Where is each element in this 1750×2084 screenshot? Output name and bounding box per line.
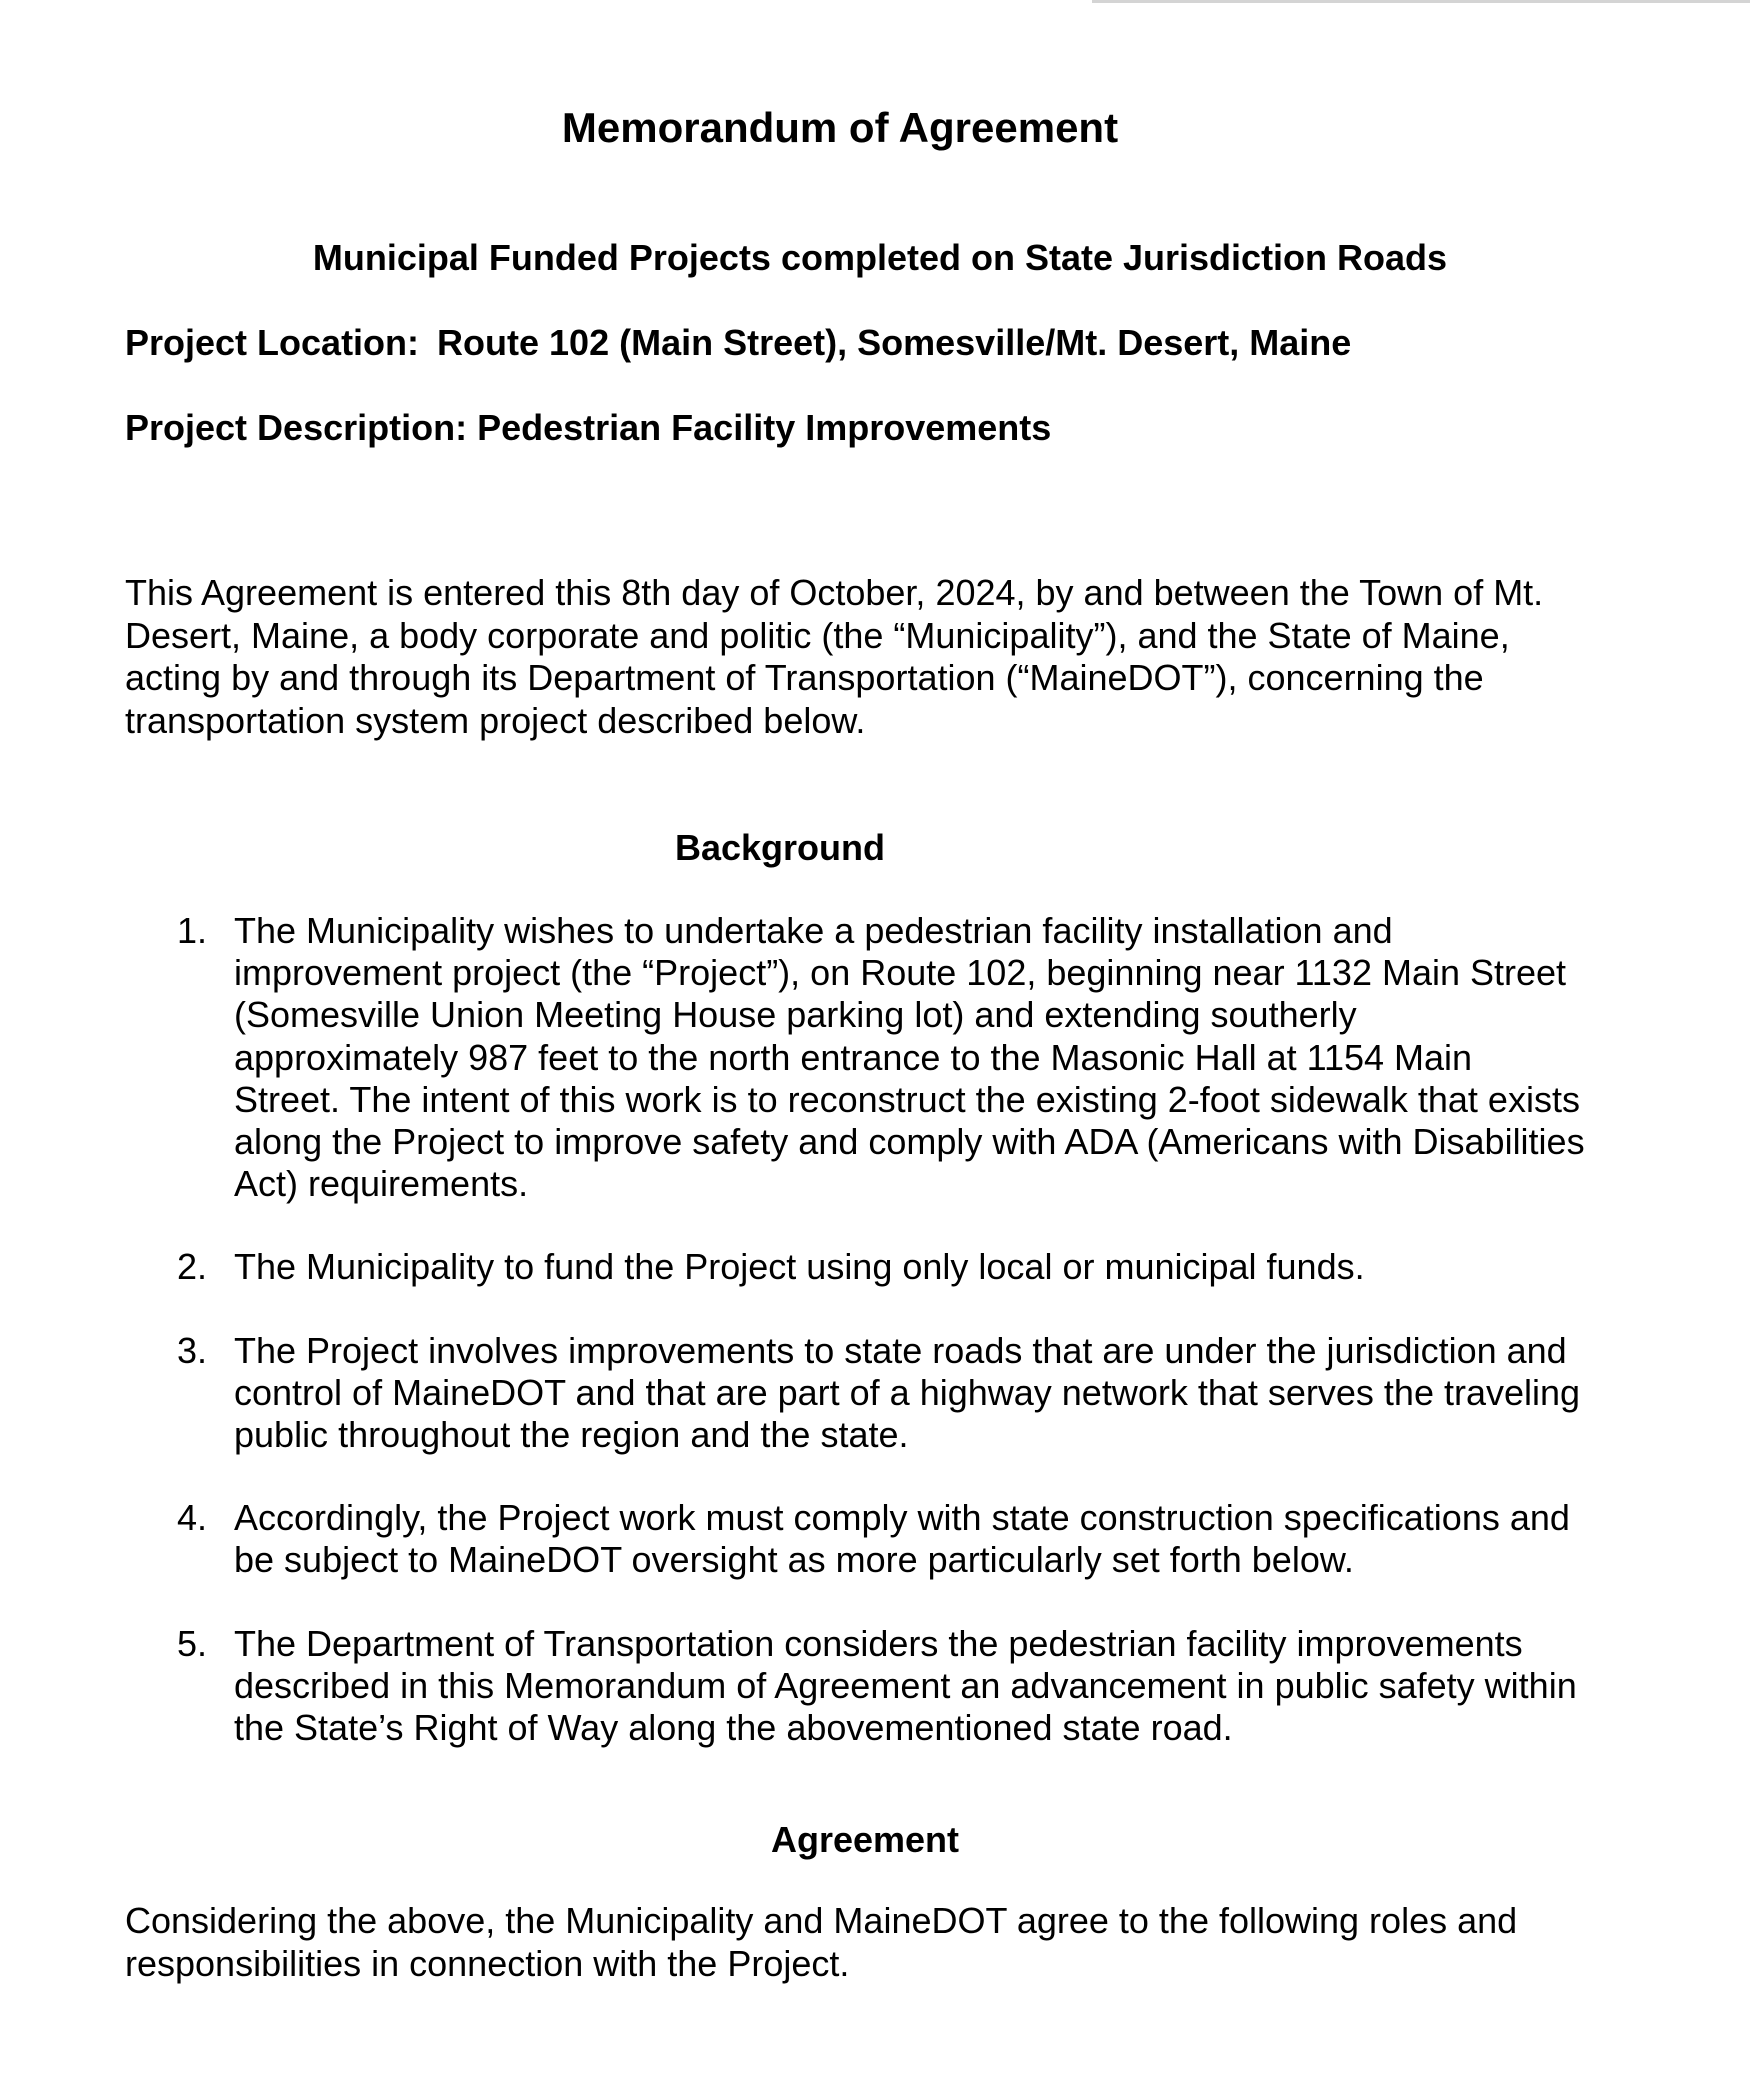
list-item-number: 3.: [177, 1329, 208, 1371]
background-heading: Background: [674, 827, 886, 868]
project-location-label: Project Location:: [125, 322, 420, 363]
project-location-value: Route 102 (Main Street), Somesville/Mt. Desert, Maine: [437, 322, 1352, 363]
list-item: [125, 1623, 1585, 1750]
list-item: [125, 910, 1585, 1205]
closing-paragraph: Considering the above, the Municipality and MaineDOT agree to the following roles and responsibilities in connection with the Project.: [125, 1900, 1518, 1984]
list-item: [125, 1246, 1585, 1288]
list-item-number: 5.: [177, 1622, 208, 1664]
list-item-number: 2.: [177, 1246, 208, 1288]
project-description-label: Project Description:: [125, 407, 468, 448]
agreement-heading: Agreement: [770, 1819, 960, 1860]
project-description-value: Pedestrian Facility Improvements: [477, 407, 1052, 448]
intro-paragraph: This Agreement is entered this 8th day of October, 2024, by and between the Town of Mt. Desert, Maine, a body corporate and politic (the “Municipality”), and the State of Maine, acting by and through its Department of Transportation (“MaineDOT”), concerning the transportation system project described below.: [125, 572, 1544, 741]
list-item-text: The Municipality to fund the Project using only local or municipal funds.: [234, 1246, 1365, 1288]
list-item-text: The Department of Transportation considers the pedestrian facility improvements described in this Memorandum of Agreement an advancement in public safety within the State’s Right of Way along the abovementioned state road.: [234, 1622, 1577, 1749]
list-item: [125, 1330, 1585, 1457]
project-description: [125, 404, 1051, 452]
background-list: [125, 910, 1585, 1790]
list-item-text: The Municipality wishes to undertake a pedestrian facility installation and improvement project (the “Project”), on Route 102, beginning near 1132 Main Street (Somesville Union Meeting House parking lot) and extending southerly approximately 987 feet to the north entrance to the Masonic Hall at 1154 Main Street. The intent of this work is to reconstruct the existing 2-foot sidewalk that exists along the Project to improve safety and comply with ADA (Americans with Disabilities Act) requirements.: [234, 910, 1585, 1205]
list-item-text: Accordingly, the Project work must comply with state construction specifications and be subject to MaineDOT oversight as more particularly set forth below.: [234, 1497, 1570, 1581]
list-item: [125, 1497, 1585, 1581]
page-top-edge: [1092, 0, 1750, 3]
list-item-number: 4.: [177, 1497, 208, 1539]
project-location: [125, 319, 1351, 367]
document-title: Memorandum of Agreement: [561, 104, 1119, 151]
document-subtitle: Municipal Funded Projects completed on State Jurisdiction Roads: [312, 237, 1448, 278]
list-item-text: The Project involves improvements to state roads that are under the jurisdiction and control of MaineDOT and that are part of a highway network that serves the traveling public throughout the region and the state.: [234, 1329, 1581, 1456]
list-item-number: 1.: [177, 910, 208, 951]
